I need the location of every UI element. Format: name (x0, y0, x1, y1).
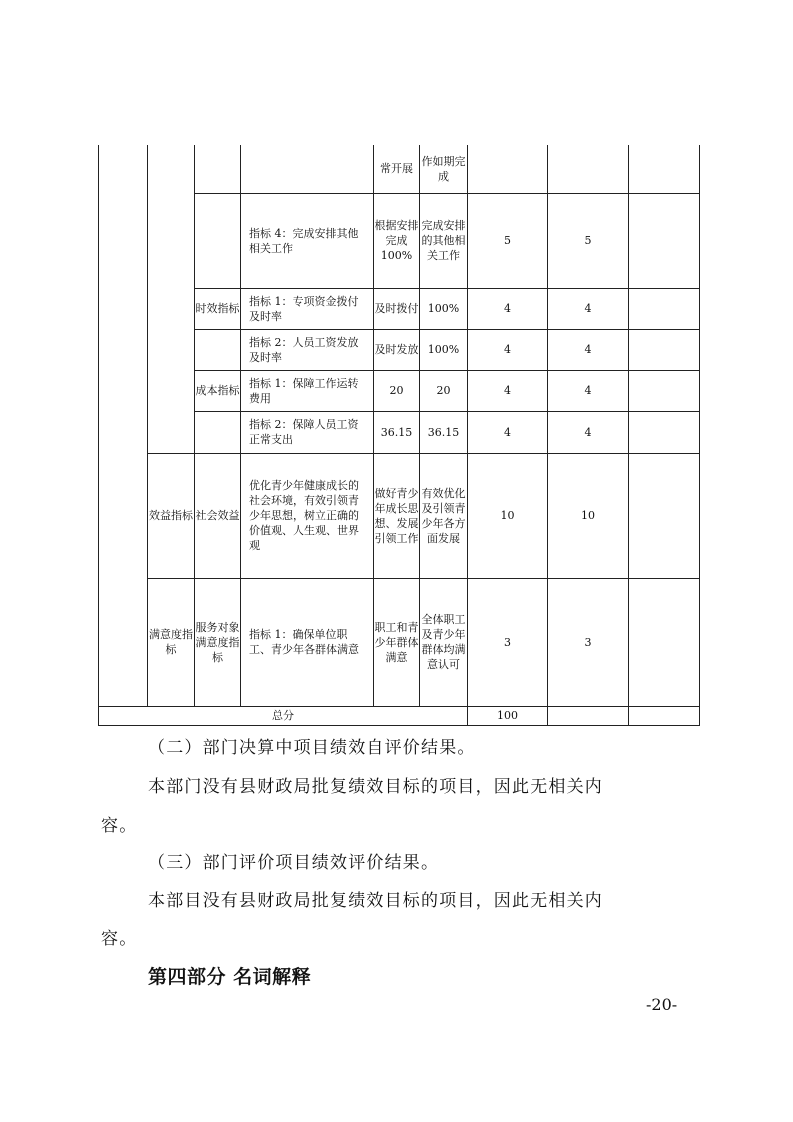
table-cell: 服务对象满意度指标 (195, 578, 241, 706)
table-cell: 4 (548, 329, 629, 370)
table-cell: 4 (468, 411, 548, 453)
table-cell: 优化青少年健康成长的社会环境，有效引领青少年思想，树立正确的价值观、人生观、世界观 (241, 453, 374, 578)
table-cell: 指标 4：完成安排其他相关工作 (241, 193, 374, 288)
table-cell (195, 145, 241, 193)
table-cell: 有效优化及引领青少年各方面发展 (420, 453, 468, 578)
table-cell: 100% (420, 288, 468, 329)
table-cell: 10 (548, 453, 629, 578)
table-cell: 4 (468, 329, 548, 370)
table-cell (548, 145, 629, 193)
table-cell: 指标 1：保障工作运转费用 (241, 370, 374, 411)
table-cell: 成本指标 (195, 370, 241, 411)
table-row (99, 453, 700, 578)
table-cell (195, 193, 241, 288)
table-cell: 指标 2：保障人员工资正常支出 (241, 411, 374, 453)
table-cell: 20 (420, 370, 468, 411)
table-cell: 全体职工及青少年群体均满意认可 (420, 578, 468, 706)
table-cell: 时效指标 (195, 288, 241, 329)
table-cell (195, 329, 241, 370)
table-cell: 5 (548, 193, 629, 288)
paragraph-text: 容。 (101, 816, 138, 836)
table-cell-blank (99, 145, 148, 706)
table-cell: 10 (468, 453, 548, 578)
table-cell (629, 329, 700, 370)
table-cell: 20 (374, 370, 420, 411)
table-cell (468, 145, 548, 193)
table-row (99, 145, 700, 193)
table-cell: 作如期完成 (420, 145, 468, 193)
table-cell: 及时拨付 (374, 288, 420, 329)
table-cell (195, 411, 241, 453)
table-cell: 职工和青少年群体满意 (374, 578, 420, 706)
table-cell: 4 (548, 288, 629, 329)
total-score: 100 (468, 706, 548, 725)
table-row (99, 578, 700, 706)
table-row-total (99, 706, 700, 725)
table-cell (629, 706, 700, 725)
table-cell: 4 (548, 411, 629, 453)
table-cell: 做好青少年成长思想、发展引领工作 (374, 453, 420, 578)
table-cell: 根据安排完成100% (374, 193, 420, 288)
performance-table (98, 145, 700, 726)
paragraph-text: 本部目没有县财政局批复绩效目标的项目，因此无相关内 (148, 891, 603, 911)
table-cell (629, 288, 700, 329)
table-cell: 完成安排的其他相关工作 (420, 193, 468, 288)
table-cell: 指标 2：人员工资发放及时率 (241, 329, 374, 370)
table-cell (629, 411, 700, 453)
paragraph-heading: （三）部门评价项目绩效评价结果。 (148, 853, 440, 873)
table-cell-blank (148, 145, 195, 453)
table-cell: 指标 1：确保单位职工、青少年各群体满意 (241, 578, 374, 706)
table-cell: 5 (468, 193, 548, 288)
table-cell: 4 (468, 370, 548, 411)
table-cell: 4 (548, 370, 629, 411)
paragraph-text: 本部门没有县财政局批复绩效目标的项目，因此无相关内 (148, 777, 603, 797)
paragraph-text: 容。 (101, 929, 138, 949)
table-cell: 3 (548, 578, 629, 706)
table-cell (629, 578, 700, 706)
table-cell: 满意度指标 (148, 578, 195, 706)
paragraph-heading: （二）部门决算中项目绩效自评价结果。 (148, 738, 476, 758)
table-cell (629, 453, 700, 578)
table-cell: 常开展 (374, 145, 420, 193)
table-cell (548, 706, 629, 725)
total-label: 总分 (99, 706, 468, 725)
table-cell: 36.15 (420, 411, 468, 453)
table-cell: 3 (468, 578, 548, 706)
table-cell: 社会效益 (195, 453, 241, 578)
table-cell (241, 145, 374, 193)
table-cell (629, 145, 700, 193)
table-cell: 36.15 (374, 411, 420, 453)
section-heading: 第四部分 名词解释 (148, 966, 312, 988)
table-cell: 效益指标 (148, 453, 195, 578)
table-cell (629, 193, 700, 288)
page-number: -20- (646, 995, 678, 1014)
table-cell: 100% (420, 329, 468, 370)
table-cell: 4 (468, 288, 548, 329)
table-cell (629, 370, 700, 411)
table-cell: 指标 1：专项资金拨付及时率 (241, 288, 374, 329)
table-cell: 及时发放 (374, 329, 420, 370)
